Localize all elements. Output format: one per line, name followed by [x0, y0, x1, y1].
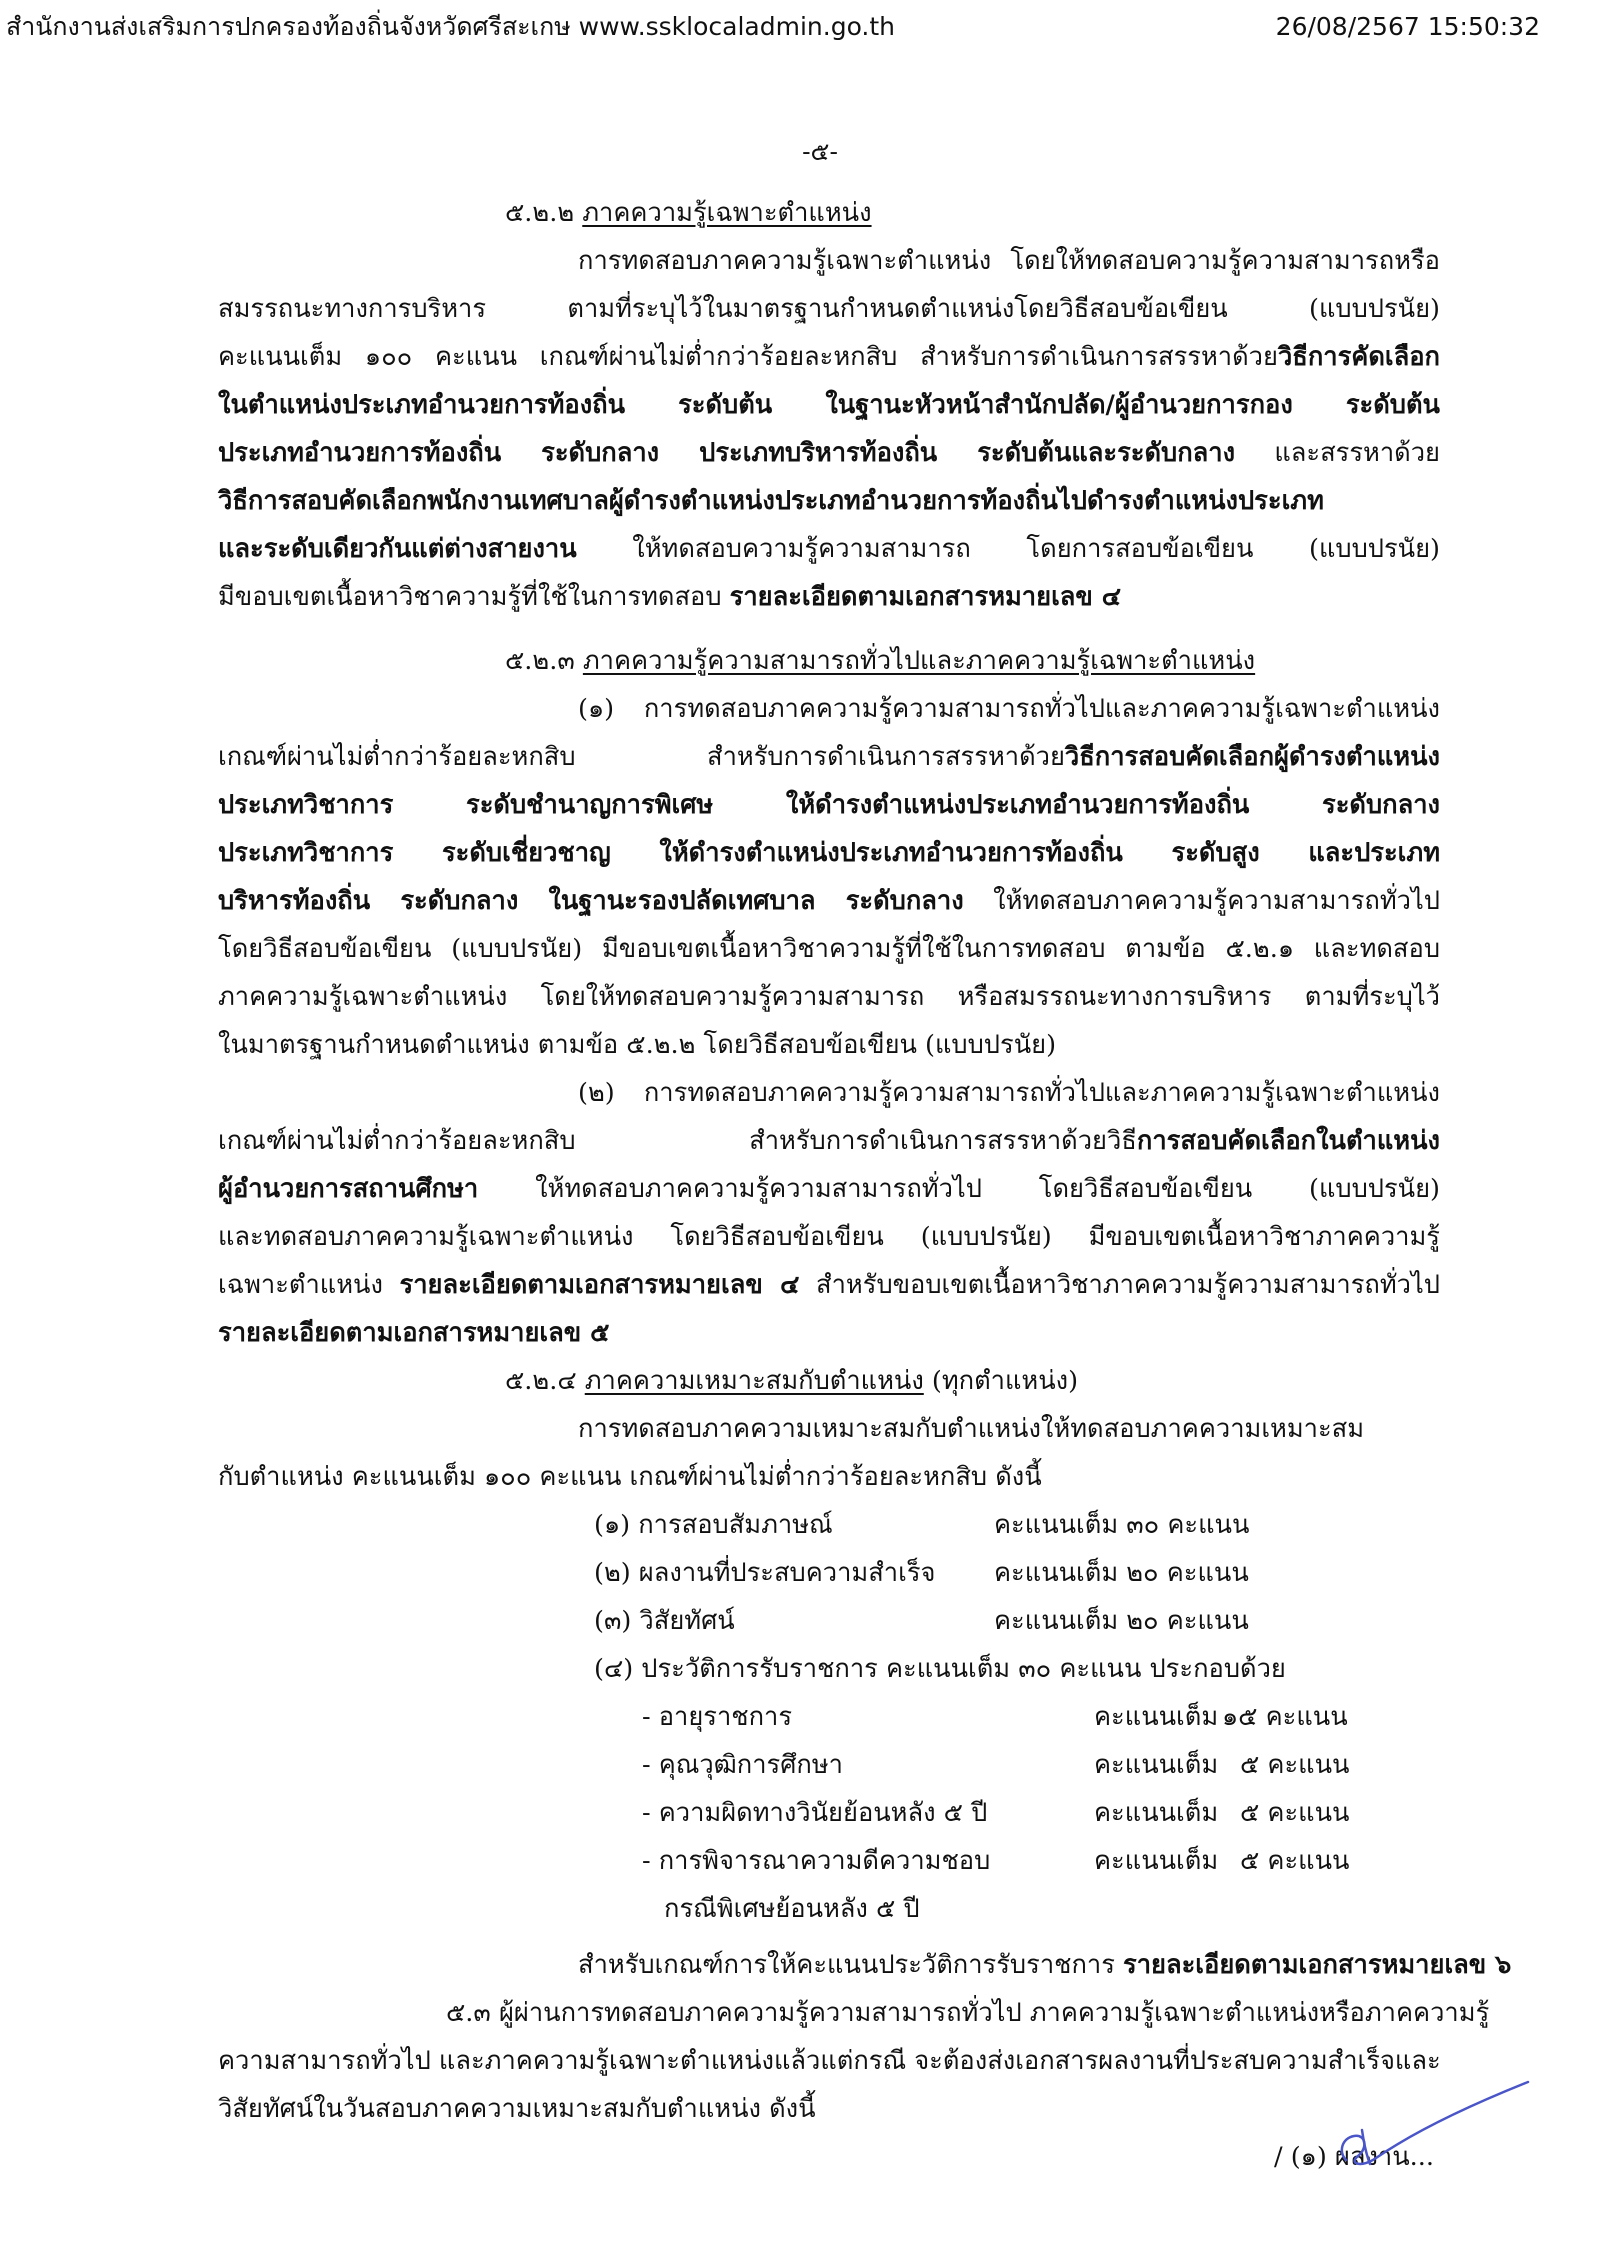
- paragraph-line: (๒) การทดสอบภาคความรู้ความสามารถทั่วไปและภาคความรู้เฉพาะตำแหน่ง: [578, 1078, 1440, 1108]
- section-number: ๕.๒.๒: [505, 198, 575, 228]
- sub-score-value: ๕ คะแนน: [1240, 1798, 1350, 1828]
- header-source: สำนักงานส่งเสริมการปกครองท้องถิ่นจังหวัดศรีสะเกษ www.ssklocaladmin.go.th: [6, 12, 896, 41]
- page-number: -๕-: [802, 137, 838, 166]
- paragraph-line: วิสัยทัศน์ในวันสอบภาคความเหมาะสมกับตำแหน่ง ดังนี้: [218, 2094, 816, 2124]
- paragraph-line: (๑) การทดสอบภาคความรู้ความสามารถทั่วไปและภาคความรู้เฉพาะตำแหน่ง: [578, 694, 1440, 724]
- sub-score-continuation: กรณีพิเศษย้อนหลัง ๕ ปี: [664, 1894, 920, 1924]
- document-header: [6, 8, 1540, 46]
- paragraph-line: การทดสอบภาคความเหมาะสมกับตำแหน่งให้ทดสอบภาคความเหมาะสม: [578, 1414, 1365, 1444]
- paragraph-line: สมรรถนะทางการบริหาร ตามที่ระบุไว้ในมาตรฐานกำหนดตำแหน่งโดยวิธีสอบข้อเขียน (แบบปรนัย): [218, 294, 1440, 324]
- paragraph-line: ในมาตรฐานกำหนดตำแหน่ง ตามข้อ ๕.๒.๒ โดยวิธีสอบข้อเขียน (แบบปรนัย): [218, 1030, 1057, 1060]
- paragraph-line: ๕.๓ ผู้ผ่านการทดสอบภาคความรู้ความสามารถทั่วไป ภาคความรู้เฉพาะตำแหน่งหรือภาคความรู้: [446, 1998, 1490, 2028]
- sub-score-prefix: คะแนนเต็ม: [1094, 1750, 1219, 1780]
- paragraph-line: ภาคความรู้เฉพาะตำแหน่ง โดยให้ทดสอบความรู้ความสามารถ หรือสมรรถนะทางการบริหาร ตามที่ระบุไว้: [218, 982, 1440, 1012]
- paragraph-line: โดยวิธีสอบข้อเขียน (แบบปรนัย) มีขอบเขตเนื้อหาวิชาความรู้ที่ใช้ในการทดสอบ ตามข้อ ๕.๒.๑ และทดสอบ: [218, 934, 1440, 964]
- sub-score-value: ๕ คะแนน: [1240, 1846, 1350, 1876]
- section-title: ภาคความรู้เฉพาะตำแหน่ง: [582, 198, 872, 228]
- continuation-marker: / (๑) ผลงาน...: [1274, 2142, 1434, 2172]
- paragraph-line: ประเภทวิชาการ ระดับชำนาญการพิเศษ ให้ดำรงตำแหน่งประเภทอำนวยการท้องถิ่น ระดับกลาง: [218, 790, 1440, 820]
- sub-score-label: - คุณวุฒิการศึกษา: [642, 1750, 843, 1780]
- sub-score-prefix: คะแนนเต็ม: [1094, 1798, 1219, 1828]
- paragraph-line: และระดับเดียวกันแต่ต่างสายงาน ให้ทดสอบความรู้ความสามารถ โดยการสอบข้อเขียน (แบบปรนัย): [218, 534, 1440, 564]
- paragraph-line: ประเภทวิชาการ ระดับเชี่ยวชาญ ให้ดำรงตำแหน่งประเภทอำนวยการท้องถิ่น ระดับสูง และประเภท: [218, 838, 1440, 868]
- paragraph-line: เกณฑ์ผ่านไม่ต่ำกว่าร้อยละหกสิบ สำหรับการดำเนินการสรรหาด้วยวิธีการสอบคัดเลือกในตำแหน่ง: [218, 1126, 1440, 1156]
- paragraph-line: กับตำแหน่ง คะแนนเต็ม ๑๐๐ คะแนน เกณฑ์ผ่านไม่ต่ำกว่าร้อยละหกสิบ ดังนี้: [218, 1462, 1042, 1492]
- paragraph-line: บริหารท้องถิ่น ระดับกลาง ในฐานะรองปลัดเทศบาล ระดับกลาง ให้ทดสอบภาคความรู้ความสามารถทั่วไป: [218, 886, 1440, 916]
- paragraph-line: ประเภทอำนวยการท้องถิ่น ระดับกลาง ประเภทบริหารท้องถิ่น ระดับต้นและระดับกลาง และสรรหาด้วย: [218, 438, 1440, 468]
- paragraph-line: มีขอบเขตเนื้อหาวิชาความรู้ที่ใช้ในการทดสอบ รายละเอียดตามเอกสารหมายเลข ๔: [218, 582, 1122, 612]
- paragraph-line: วิธีการสอบคัดเลือกพนักงานเทศบาลผู้ดำรงตำแหน่งประเภทอำนวยการท้องถิ่นไปดำรงตำแหน่งประเภท: [218, 486, 1324, 516]
- signature-mark: [1318, 2040, 1548, 2180]
- paragraph-line: ความสามารถทั่วไป และภาคความรู้เฉพาะตำแหน่งแล้วแต่กรณี จะต้องส่งเอกสารผลงานที่ประสบความสำเร็จและ: [218, 2046, 1441, 2076]
- paragraph-line: รายละเอียดตามเอกสารหมายเลข ๕: [218, 1318, 610, 1348]
- section-title-suffix: (ทุกตำแหน่ง): [923, 1366, 1079, 1396]
- header-timestamp: 26/08/2567 15:50:32: [1275, 12, 1540, 41]
- score-item-label: (๒) ผลงานที่ประสบความสำเร็จ: [594, 1558, 936, 1588]
- score-item-label: (๔) ประวัติการรับราชการ คะแนนเต็ม ๓๐ คะแนน ประกอบด้วย: [594, 1654, 1286, 1684]
- section-523-heading: [505, 644, 1255, 678]
- sub-score-value: ๕ คะแนน: [1240, 1750, 1350, 1780]
- paragraph-line: การทดสอบภาคความรู้เฉพาะตำแหน่ง โดยให้ทดสอบความรู้ความสามารถหรือ: [578, 246, 1440, 276]
- paragraph-line: เกณฑ์ผ่านไม่ต่ำกว่าร้อยละหกสิบ สำหรับการดำเนินการสรรหาด้วยวิธีการสอบคัดเลือกผู้ดำรงตำแหน่ง: [218, 742, 1440, 772]
- section-522-heading: [505, 196, 872, 230]
- section-number: ๕.๒.๓: [505, 646, 575, 676]
- score-item-value: คะแนนเต็ม ๒๐ คะแนน: [994, 1558, 1249, 1588]
- sub-score-label: - ความผิดทางวินัยย้อนหลัง ๕ ปี: [642, 1798, 988, 1828]
- section-524-heading: [505, 1364, 1078, 1398]
- paragraph-line: เฉพาะตำแหน่ง รายละเอียดตามเอกสารหมายเลข ๔ สำหรับขอบเขตเนื้อหาวิชาภาคความรู้ความสามารถทั่วไป: [218, 1270, 1440, 1300]
- section-title: ภาคความรู้ความสามารถทั่วไปและภาคความรู้เฉพาะตำแหน่ง: [582, 646, 1256, 676]
- score-item-label: (๓) วิสัยทัศน์: [594, 1606, 735, 1636]
- sub-score-value: ๑๕ คะแนน: [1222, 1702, 1348, 1732]
- score-item-label: (๑) การสอบสัมภาษณ์: [594, 1510, 833, 1540]
- paragraph-line: และทดสอบภาคความรู้เฉพาะตำแหน่ง โดยวิธีสอบข้อเขียน (แบบปรนัย) มีขอบเขตเนื้อหาวิชาภาคความรู้: [218, 1222, 1440, 1252]
- paragraph-line: สำหรับเกณฑ์การให้คะแนนประวัติการรับราชการ รายละเอียดตามเอกสารหมายเลข ๖: [578, 1950, 1512, 1980]
- paragraph-line: ในตำแหน่งประเภทอำนวยการท้องถิ่น ระดับต้น ในฐานะหัวหน้าสำนักปลัด/ผู้อำนวยการกอง ระดับต้น: [218, 390, 1440, 420]
- sub-score-label: - อายุราชการ: [642, 1702, 793, 1732]
- score-item-value: คะแนนเต็ม ๒๐ คะแนน: [994, 1606, 1249, 1636]
- score-item-value: คะแนนเต็ม ๓๐ คะแนน: [994, 1510, 1250, 1540]
- sub-score-prefix: คะแนนเต็ม: [1094, 1846, 1219, 1876]
- section-title: ภาคความเหมาะสมกับตำแหน่ง: [584, 1366, 924, 1396]
- section-number: ๕.๒.๔: [505, 1366, 577, 1396]
- paragraph-line: คะแนนเต็ม ๑๐๐ คะแนน เกณฑ์ผ่านไม่ต่ำกว่าร้อยละหกสิบ สำหรับการดำเนินการสรรหาด้วยวิธีการคัดเลือก: [218, 342, 1440, 372]
- paragraph-line: ผู้อำนวยการสถานศึกษา ให้ทดสอบภาคความรู้ความสามารถทั่วไป โดยวิธีสอบข้อเขียน (แบบปรนัย): [218, 1174, 1440, 1204]
- sub-score-label: - การพิจารณาความดีความชอบ: [642, 1846, 991, 1876]
- sub-score-prefix: คะแนนเต็ม: [1094, 1702, 1219, 1732]
